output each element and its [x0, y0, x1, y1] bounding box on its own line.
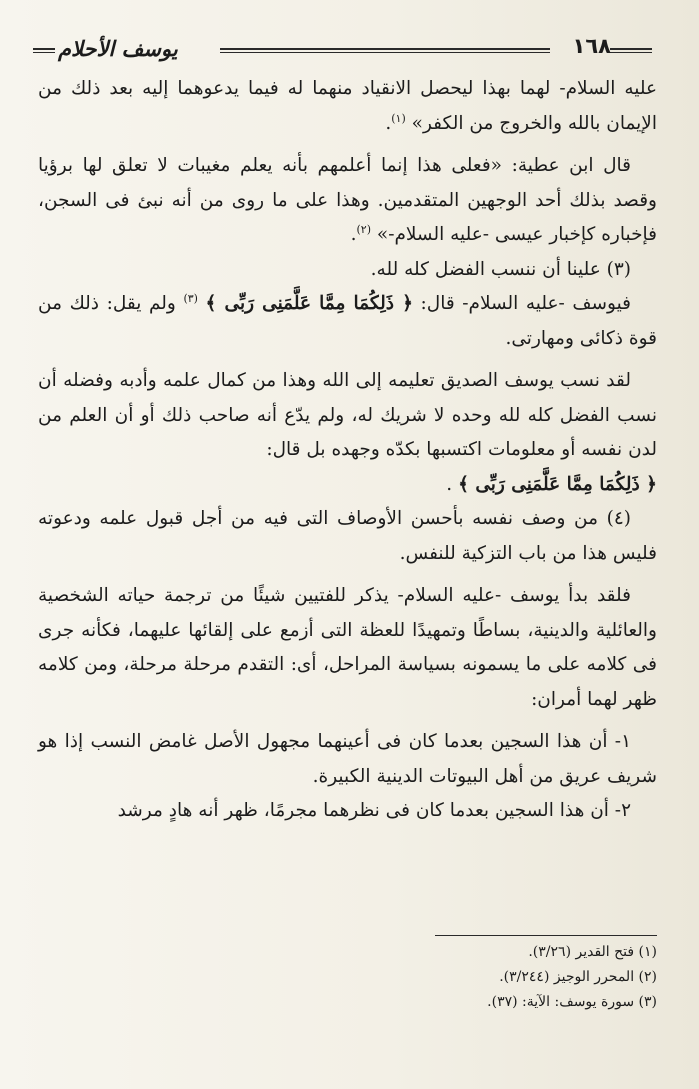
footnotes — [257, 940, 657, 1015]
header-rule-left — [33, 48, 55, 53]
footnote-2: (٢) المحرر الوجيز (٣/٢٤٤). — [499, 969, 657, 985]
paragraph-text: ٢- أن هذا السجين بعدما كان فى نظرهما مجرمًا، ظهر أنه هادٍ مرشد — [117, 800, 631, 821]
paragraph-text: لقد نسب يوسف الصديق تعليمه إلى الله وهذا من كمال علمه وأدبه وفضله أن نسب الفضل كله لله وحده لا شريك له، ولم يدّع أنه صاحب ذلك أو أن العلم من لدن نفسه أو معلومات اكتسبها بكدّه وجهده بل قال: — [38, 370, 657, 460]
main-text — [38, 72, 657, 829]
paragraph-9 — [38, 794, 657, 829]
footnote-ref-2: (٢) — [356, 222, 371, 236]
quran-verse: ﴿ ذَلِكُمَا مِمَّا عَلَّمَنِى رَبِّى ﴾ — [205, 293, 413, 314]
quran-verse: ﴿ ذَلِكُمَا مِمَّا عَلَّمَنِى رَبِّى ﴾ — [458, 473, 657, 495]
paragraph-text: (٣) علينا أن ننسب الفضل كله لله. — [370, 258, 631, 280]
paragraph-text: ١- أن هذا السجين بعدما كان فى أعينهما مجهول الأصل غامض النسب إذا هو شريف عريق من أهل البيوتات الدينية الكبيرة. — [38, 731, 657, 787]
paragraph-4 — [38, 287, 657, 356]
footnote-1: (١) فتح القدير (٣/٢٦). — [528, 944, 657, 960]
header-rule-middle — [220, 48, 550, 53]
book-title: يوسف الأحلام — [58, 36, 178, 61]
header-rule-right — [610, 48, 652, 53]
paragraph-text: (٤) من وصف نفسه بأحسن الأوصاف التى فيه من أجل قبول علمه ودعوته فليس هذا من باب التزكية للنفس. — [38, 508, 657, 564]
paragraph-8 — [38, 725, 657, 794]
paragraph-6 — [38, 502, 657, 571]
paragraph-2: قال ابن عطية: «فعلى هذا إنما أعلمهم بأنه يعلم مغيبات لا تعلق لها برؤيا وقصد بذلك أحد الوجهين المتقدمين. وهذا على ما روى من أنه نبئ فى السجن، فإخباره كإخبار عيسى -عليه السلام-» $^{(٢)}$. — [38, 155, 657, 245]
paragraph-text: فيوسف -عليه السلام- قال: — [420, 293, 632, 314]
paragraph-text: فلقد بدأ يوسف -عليه السلام- يذكر للفتيين شيئًا من ترجمة حياته الشخصية والعائلية والدينية، بساطًا وتمهيدًا للعظة التى أزمع على إلقائها عليهما، فكأنه جرى فى كلامه على ما يسمونه بسياسة المراحل، أى: التقدم مرحلة مرحلة، ومن كلامه ظهر لهما أمران: — [38, 585, 657, 710]
paragraph-5: لقد نسب يوسف الصديق تعليمه إلى الله وهذا من كمال علمه وأدبه وفضله أن نسب الفضل كله لله وحده لا شريك له، ولم يدّع أنه صاحب ذلك أو أن العلم من لدن نفسه أو معلومات اكتسبها بكدّه وجهده بل قال: ﴿ ذَلِكُمَا مِمَّا عَلَّمَنِى رَبِّى ﴾ . — [38, 370, 657, 495]
paragraph-text: عليه السلام- لهما بهذا ليحصل الانقياد منهما له فيما يدعوهما إليه بعد ذلك من الإيمان بالله والخروج من الكفر» — [38, 78, 657, 134]
page-number: ١٦٨ — [572, 34, 611, 58]
paragraph-1: عليه السلام- لهما بهذا ليحصل الانقياد منهما له فيما يدعوهما إليه بعد ذلك من الإيمان بالله والخروج من الكفر» $^{(١)}$. — [38, 78, 657, 134]
footnote-3: (٣) سورة يوسف: الآية: (٣٧). — [487, 994, 657, 1010]
footnote-ref-1: (١) — [391, 111, 406, 125]
paragraph-text: ولم يقل: ذلك من قوة ذكائى ومهارتى. — [38, 293, 657, 349]
footnote-ref-3: (٣) — [183, 291, 198, 305]
paragraph-7 — [38, 579, 657, 717]
footnote-separator — [435, 935, 657, 936]
paragraph-text: قال ابن عطية: «فعلى هذا إنما أعلمهم بأنه يعلم مغيبات لا تعلق لها برؤيا وقصد بذلك أحد الوجهين المتقدمين. وهذا على ما روى من أنه نبئ فى السجن، فإخباره كإخبار عيسى -عليه السلام-» — [38, 155, 657, 245]
paragraph-3-heading — [38, 253, 657, 288]
page-header — [28, 32, 655, 68]
